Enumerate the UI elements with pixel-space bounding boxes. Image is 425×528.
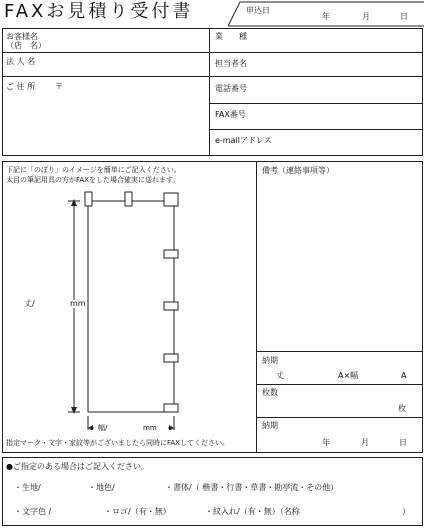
- contact-person-label: 担当者名: [215, 59, 247, 68]
- ground-color-field: ・地色/: [88, 483, 115, 492]
- application-date-label: 申込日: [246, 6, 270, 15]
- postal-mark: 〒: [55, 82, 63, 91]
- specs-heading: ●ご指定のある場合はご記入ください。: [6, 462, 149, 471]
- fabric-field: ・生地/: [14, 483, 41, 492]
- delivery-label: 納期: [262, 356, 278, 365]
- address-label: ご 住 所: [6, 82, 36, 91]
- delivery-length-unit: 丈: [276, 371, 284, 380]
- crest-close-paren: ）: [402, 507, 410, 516]
- delivery-a-unit: A: [401, 371, 407, 380]
- width-dimension-label: 幅/: [98, 424, 108, 432]
- phone-label: 電話番号: [215, 84, 247, 93]
- deadline-label: 納期: [262, 421, 278, 430]
- deadline-day: 日: [399, 438, 407, 447]
- store-name-label: （店 名）: [6, 41, 46, 50]
- sketch-instruction-2: 太目の筆記用具の方がFAXをした場合確実に送れます。: [6, 176, 180, 184]
- application-year-label: 年: [322, 12, 330, 21]
- application-day-label: 日: [400, 12, 408, 21]
- nobori-flag-sketch: [60, 190, 190, 430]
- font-style-field: ・書体/（ 楷書・行書・草書・勘亭流・その他）: [165, 483, 339, 492]
- application-month-label: 月: [362, 12, 370, 21]
- fax-label: FAX番号: [215, 110, 246, 119]
- text-color-field: ・文字色 /: [14, 507, 52, 516]
- email-label: e-mailアドレス: [215, 136, 272, 145]
- width-mm-label: mm: [143, 424, 157, 432]
- remarks-label: 備考（連絡事項等）: [262, 166, 334, 175]
- page-title: FAXお見積り受付書: [4, 1, 194, 22]
- deadline-year: 年: [322, 438, 330, 447]
- customer-info-table: [2, 28, 423, 156]
- customer-name-label: お客様名: [6, 32, 38, 41]
- sketch-footer-note: 指定マーク・文字・家紋等がございましたら同時にFAXしてください。: [6, 439, 229, 447]
- quantity-label: 枚数: [262, 388, 278, 397]
- crest-field: ・紋入れ/（有・無）（名称: [205, 507, 300, 516]
- industry-label: 業 種: [215, 32, 247, 41]
- quantity-unit: 枚: [398, 404, 406, 413]
- delivery-width-unit: A×幅: [338, 371, 359, 380]
- sketch-instruction-1: 下記に「のぼり」のイメージを簡単にご記入ください。: [6, 166, 181, 174]
- height-mm-label: mm: [70, 299, 86, 308]
- corporate-name-label: 法 人 名: [6, 57, 36, 66]
- height-dimension-label: 丈/: [24, 299, 35, 308]
- logo-field: ・ロゴ/（有・無）: [104, 507, 171, 516]
- deadline-month: 月: [361, 438, 369, 447]
